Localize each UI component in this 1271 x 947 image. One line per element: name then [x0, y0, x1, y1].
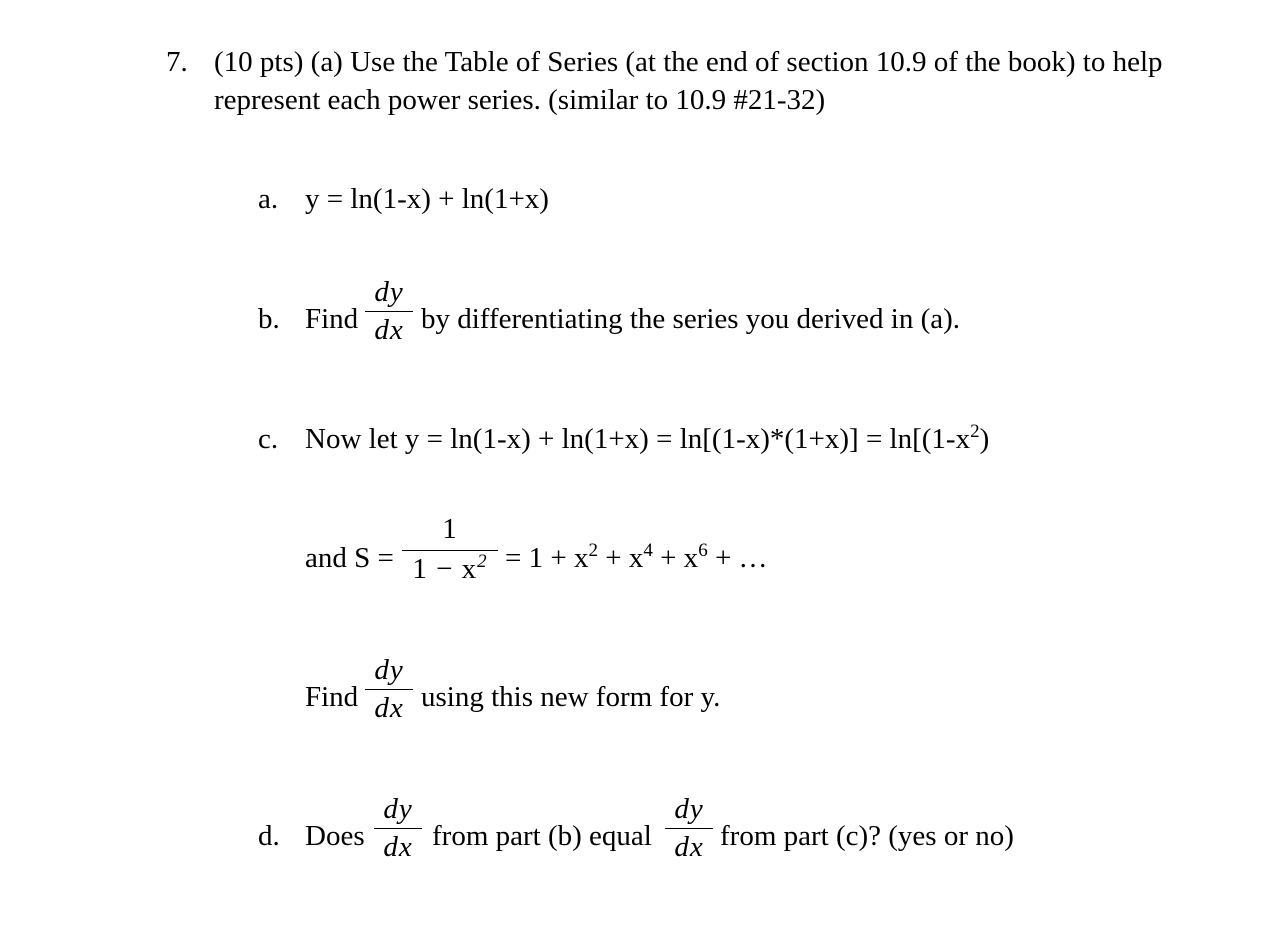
part-a-letter: a. [258, 183, 279, 215]
part-b-instruction: by differentiating the series you derived in (a). [421, 303, 961, 335]
part-c-frac-numerator: dy [374, 654, 404, 686]
part-c-derivative-fraction [365, 656, 413, 723]
series-exp-2: 2 [588, 540, 598, 561]
part-c-s-label: and S = [305, 542, 394, 574]
series-start: = 1 + x [505, 542, 589, 574]
fraction-bar [665, 828, 713, 829]
part-b-letter: b. [258, 303, 280, 335]
part-c-frac-denominator: dx [374, 692, 404, 724]
part-d-derivative-fraction-1 [374, 795, 422, 862]
part-c-s-fraction [402, 515, 498, 584]
part-b-frac-numerator: dy [374, 276, 404, 308]
part-c-s-den-exponent: 2 [477, 551, 488, 572]
part-d-frac2-numerator: dy [674, 793, 704, 825]
series-exp-6: 6 [698, 540, 708, 561]
part-c-find-label: Find [305, 681, 359, 713]
part-d-letter: d. [258, 820, 280, 852]
part-c-instruction: using this new form for y. [421, 681, 721, 713]
problem-statement-line2: represent each power series. (similar to 10.9 #21-32) [214, 84, 826, 116]
part-c-equation [305, 421, 990, 455]
part-d-frac1-denominator: dx [383, 831, 413, 863]
series-term-x6: + x [652, 542, 699, 574]
series-ellipsis: + … [707, 542, 768, 574]
part-d-derivative-fraction-2 [665, 795, 713, 862]
problem-number: 7. [166, 46, 188, 78]
part-b-derivative-fraction [365, 278, 413, 345]
part-c-s-numerator: 1 [442, 513, 458, 545]
part-c-equation-end: ) [979, 423, 990, 455]
part-b-find-label: Find [305, 303, 359, 335]
problem-statement-line1: (10 pts) (a) Use the Table of Series (at the end of section 10.9 of the book) to help [214, 46, 1163, 78]
fraction-bar [374, 828, 422, 829]
part-d-frac2-denominator: dx [674, 831, 704, 863]
series-exp-4: 4 [643, 540, 653, 561]
part-c-equation-text: Now let y = ln(1-x) + ln(1+x) = ln[(1-x)*(1+x)] = ln[(1-x [305, 423, 971, 455]
fraction-bar [365, 311, 413, 312]
part-c-s-denominator [402, 551, 498, 585]
part-d-question: from part (c)? (yes or no) [720, 820, 1014, 852]
part-b-frac-denominator: dx [374, 314, 404, 346]
part-c-series-expansion [505, 540, 768, 574]
part-d-frac1-numerator: dy [383, 793, 413, 825]
part-c-exponent: 2 [970, 421, 980, 442]
part-d-does-label: Does [305, 820, 365, 852]
fraction-bar [365, 689, 413, 690]
series-term-x4: + x [597, 542, 644, 574]
part-c-letter: c. [258, 423, 279, 455]
part-d-middle-text: from part (b) equal [432, 820, 652, 852]
part-c-s-den-base: 1 − x [412, 553, 478, 585]
part-a-equation: y = ln(1-x) + ln(1+x) [305, 183, 549, 215]
